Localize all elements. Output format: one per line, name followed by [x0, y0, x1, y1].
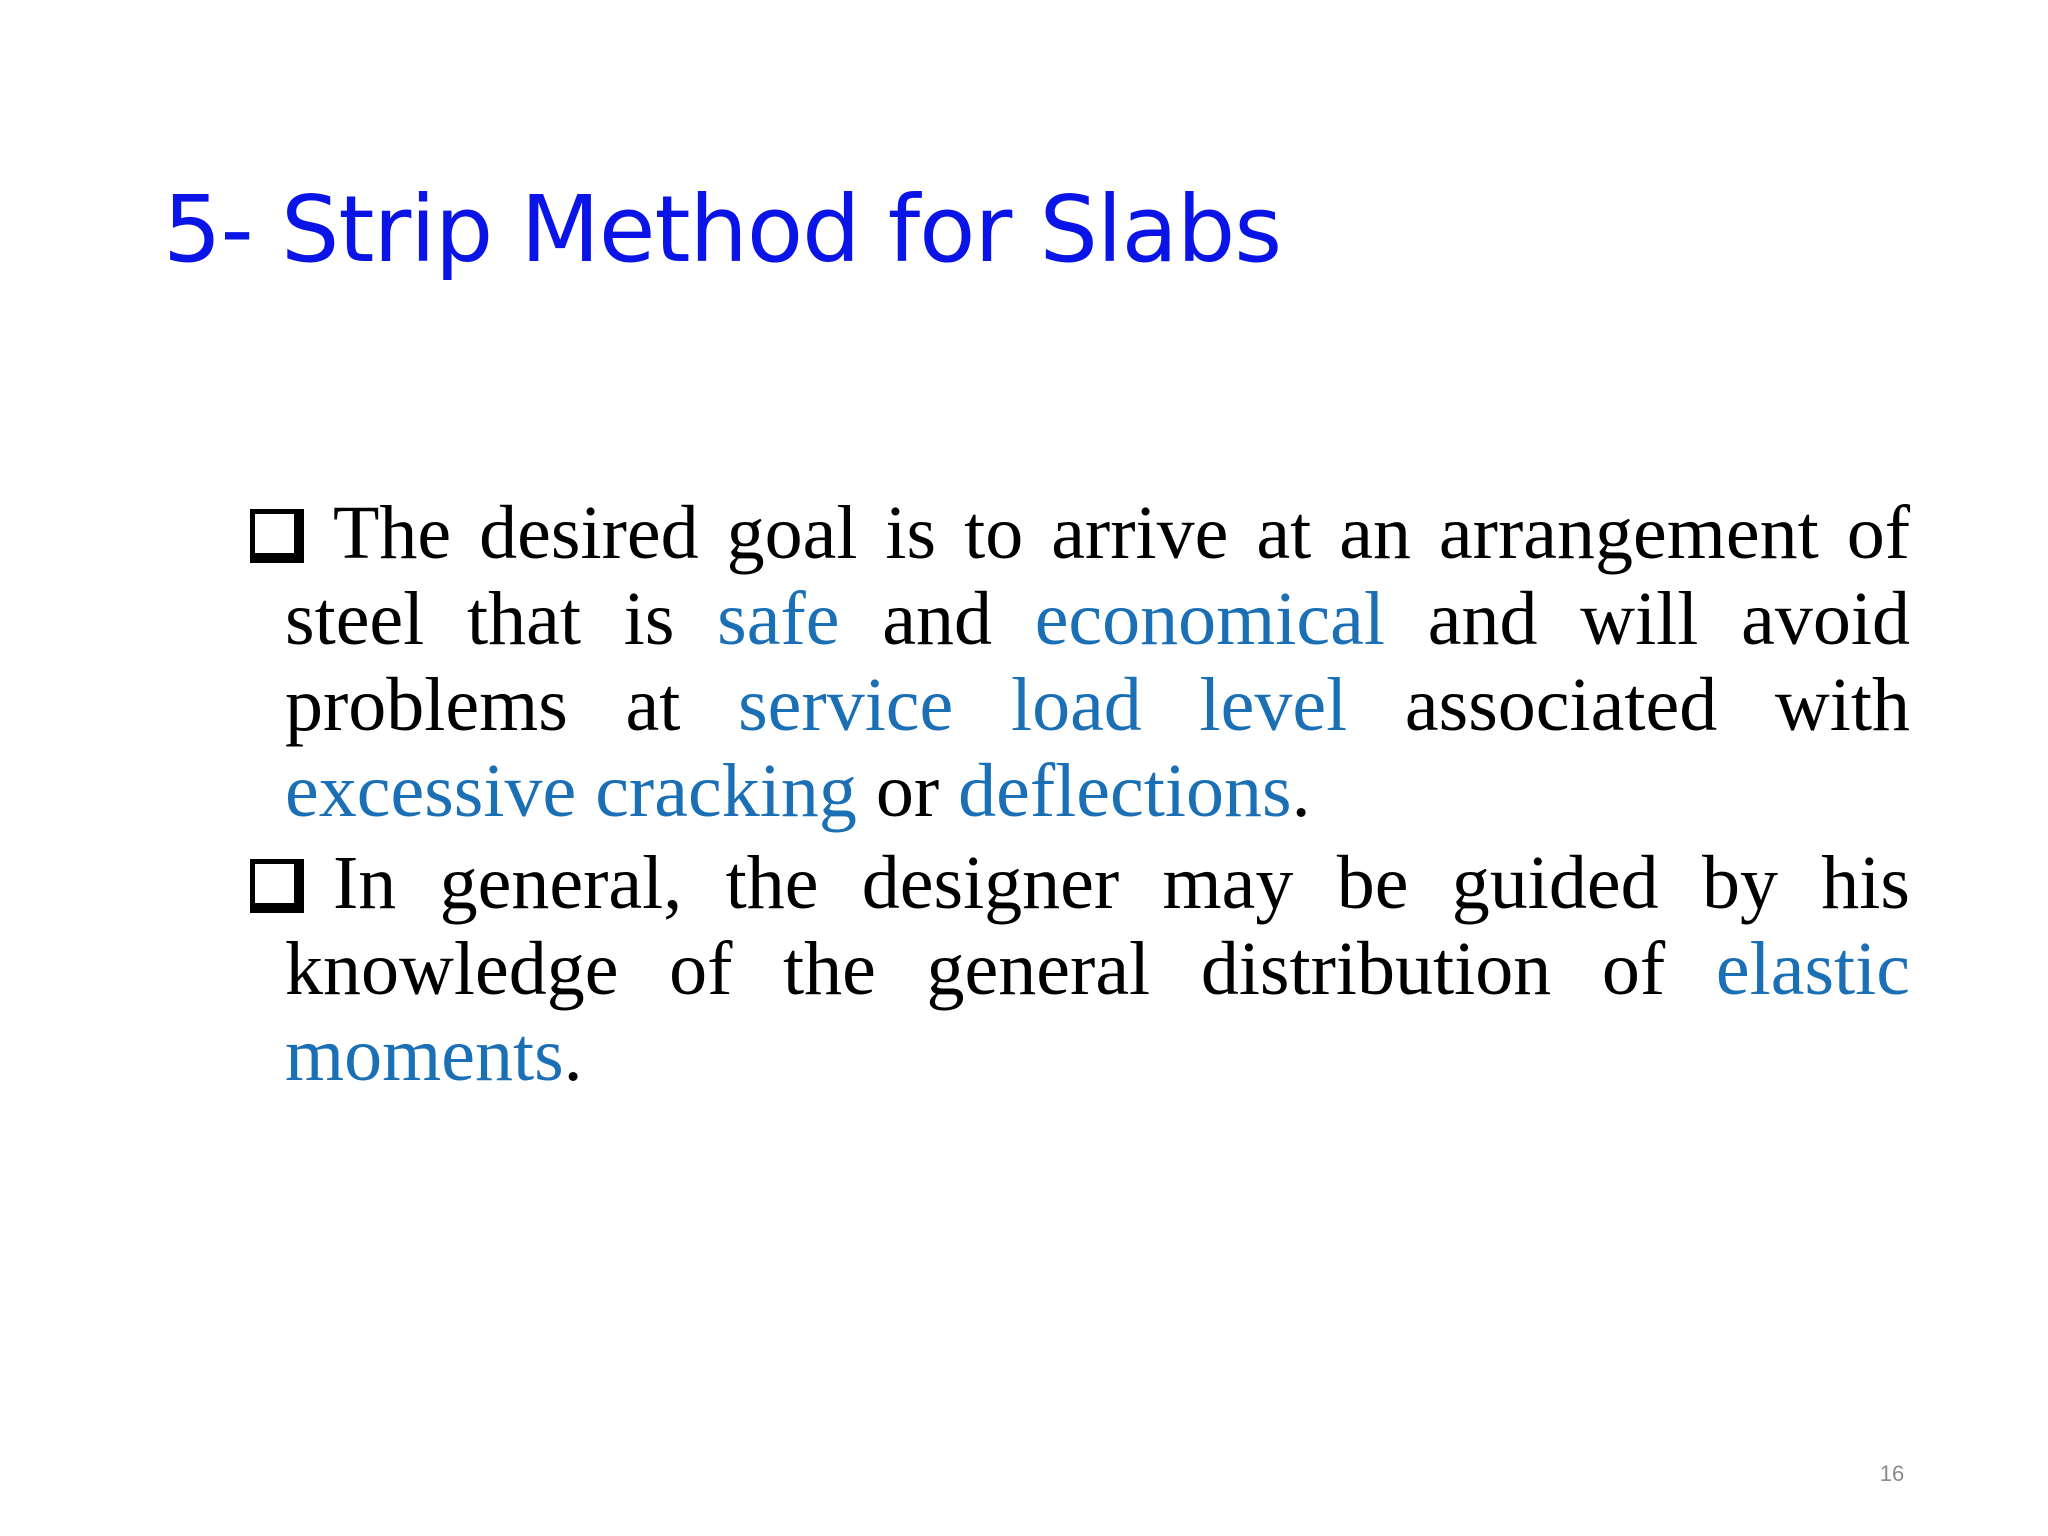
- bullet-item: [250, 490, 1910, 834]
- bullet-text-segment: In general, the designer may be guided by his knowledge of the general distribution of: [285, 841, 1910, 1011]
- bullet-list: [250, 490, 1910, 1104]
- checkbox-square-icon: [250, 509, 304, 563]
- bullet-text-segment: associated with: [1347, 663, 1911, 747]
- bullet-text-segment: and will avoid problems at: [285, 577, 1910, 747]
- bullet-text-segment: .: [563, 1013, 583, 1097]
- bullet-item: [250, 840, 1910, 1098]
- highlight-service-load-level: service load level: [738, 663, 1348, 747]
- highlight-safe: safe: [717, 577, 840, 661]
- page-number: 16: [1879, 1461, 1905, 1486]
- bullet-text-segment: The desired goal is to arrive at an arrangement of steel that is: [285, 491, 1910, 661]
- slide-title: 5- Strip Method for Slabs: [163, 176, 1282, 283]
- bullet-text-segment: or: [856, 749, 959, 833]
- bullet-text-segment: and: [839, 577, 1035, 661]
- checkbox-square-icon: [250, 859, 304, 913]
- bullet-text-segment: .: [1291, 749, 1311, 833]
- highlight-excessive-cracking: excessive cracking: [285, 749, 857, 833]
- highlight-economical: economical: [1034, 577, 1385, 661]
- highlight-deflections: deflections: [958, 749, 1292, 833]
- highlight-elastic-moments: elastic moments: [285, 927, 1910, 1097]
